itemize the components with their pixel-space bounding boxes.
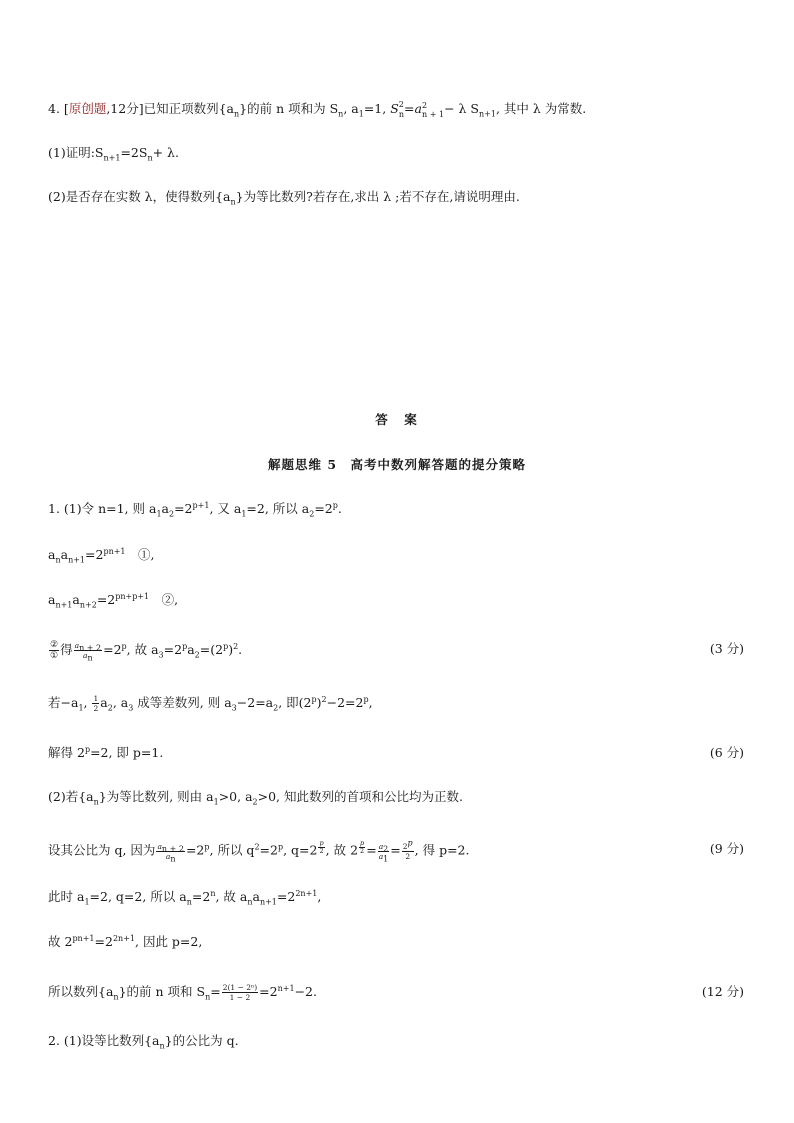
score-12: (12 分): [701, 984, 744, 999]
solution-1-line-9: 此时 $a_1=2$, q=2, 所以 $a_n=2^n$, 故 $a_na_{n+1}=2^{2n+1}$,: [48, 888, 322, 907]
problem-4-stem: 4. [原创题,12分]已知正项数列$\{a_n\}$的前 n 项和为 $S_n$, $a_1=1$, $S^2_n=a^2_{n + 1}- \lambda$ $S_{n+1}$, 其中 λ 为常数.: [48, 99, 587, 119]
problem-4-part-2: (2)是否存在实数 λ，使得数列$\{a_n\}$为等比数列?若存在,求出 λ ;若不存在,请说明理由.: [48, 189, 520, 207]
solution-1-line-2: $a_na_{n+1}=2^{pn+1}$ ①,: [48, 546, 155, 565]
section-title: 解题思维 5 高考中数列解答题的提分策略: [267, 457, 527, 472]
solution-1-line-10: 故 $2^{pn+1}=2^{2n+1}$, 因此 p=2,: [48, 933, 203, 949]
score-6: (6 分): [709, 745, 744, 760]
solution-1-line-3: $a_{n+1}a_{n+2}=2^{pn+p+1}$ ②,: [48, 591, 179, 610]
solution-2-line-1: 2. (1)设等比数列$\{a_n\}$的公比为 q.: [48, 1033, 239, 1051]
score-9: (9 分): [709, 841, 744, 856]
score-3: (3 分): [709, 641, 744, 656]
solution-1-line-4: $\frac{\text{②}}{\text{①}}$ 得 $\frac{a_{n + 2}}{a_n}$ $=2^p$, 故 $a_3=2^pa_2=(2^p)^2$.: [50, 640, 243, 663]
solution-1-line-5: 若$-a_1$, $\frac{1}{2}$ $a_2$, $a_3$ 成等差数列, 则 $a_3-2=a_2$, 即$(2^p)^2-2=2^p$,: [48, 694, 373, 713]
problem-4-part-1: (1)证明$:S_{n+1}=2S_n+ \lambda$.: [48, 145, 179, 163]
solution-1-line-11: 所以数列$\{a_n\}$的前 n 项和 $S_n=$ $\frac{\text{2(1 − 2ⁿ)}}{1 - 2}$ $=2^{n+1}-2$.: [48, 983, 317, 1002]
solution-1-line-6: 解得 $2^p=2$, 即 p=1.: [48, 744, 164, 760]
solution-1-line-1: 1. (1)令 n=1, 则 $a_1a_2=2^{p+1}$, 又 $a_1=2$, 所以 $a_2=2^p$.: [48, 500, 342, 519]
solution-1-line-7: (2)若$\{a_n\}$为等比数列, 则由 $a_1>0$, $a_2>0$, 知此数列的首项和公比均为正数.: [48, 789, 463, 807]
answer-title: 答 案: [375, 412, 419, 427]
solution-1-line-8: 设其公比为 q, 因为 $\frac{a_{n + 2}}{a_n}$ $=2^p$, 所以 $q^2=2^p$, q=2 $^{\frac{p}{2}}$ , 故 2 $^{\frac{p}{2}}$ = $\frac{a_2}{a_1}$ = $\frac{2^p}{2}$ , 得 p=2.: [48, 838, 470, 864]
source-tag: 原创题: [68, 101, 107, 116]
